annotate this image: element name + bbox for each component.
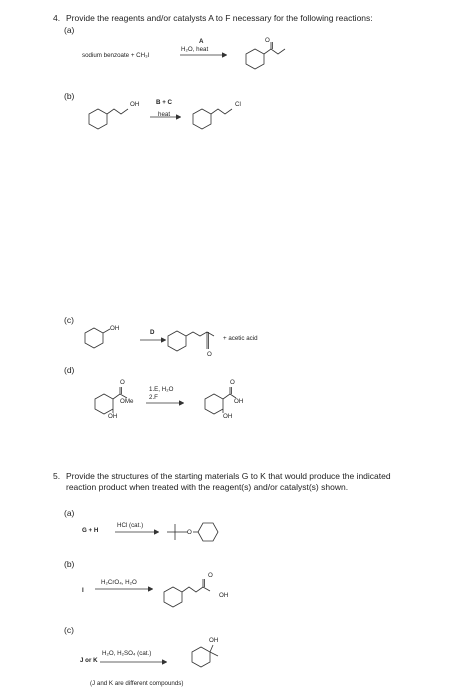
q4a-carbonyl-o: O	[265, 37, 270, 44]
q5b-label: (b)	[64, 559, 75, 569]
q4d-product-oh1: OH	[234, 398, 244, 405]
q4b-benzene-ring	[89, 109, 107, 129]
q4b-reagents: B + C	[156, 99, 172, 106]
q4-prompt: Provide the reagents and/or catalysts A to F necessary for the following reactions:	[66, 13, 373, 23]
q5c-conditions: H₂O, H₂SO₄ (cat.)	[102, 650, 152, 657]
q4d-product-oh2: OH	[223, 413, 233, 420]
q4c-ester-chain	[186, 332, 214, 336]
q4b-product-cl: Cl	[235, 101, 241, 108]
q5c-cyclohexane-ring	[192, 647, 210, 667]
q5a-phenyl-ring	[198, 523, 218, 541]
q4b-heat: heat	[158, 111, 171, 118]
q4d-label: (d)	[64, 365, 75, 375]
q5b-carbonyl-o: O	[208, 572, 213, 579]
q5b-product-oh: OH	[219, 592, 229, 599]
q4d-product-ring	[205, 394, 223, 414]
q4c-oh-label: OH	[110, 325, 120, 332]
q5c-product-oh: OH	[209, 637, 219, 644]
q5c-note: (J and K are different compounds)	[90, 680, 184, 687]
q5a-catalyst: HCl (cat.)	[117, 522, 144, 529]
q4a-conditions: H₂O, heat	[181, 46, 209, 53]
q5b-reactant-I: I	[82, 587, 84, 594]
q5a-ether-o: O	[187, 529, 192, 536]
q4d-reactant-ome: OMe	[120, 398, 134, 405]
q4d-conditions-1: 1.E, H₂O	[149, 386, 174, 393]
q4c-reagent-D: D	[150, 329, 155, 336]
q4c-benzene-ring	[85, 328, 103, 348]
q4-number: 4.	[53, 13, 61, 23]
q4a-reactants: sodium benzoate + CH₃I	[82, 52, 150, 59]
q4b-product-chain	[211, 109, 232, 114]
q4d-benzene-ring	[95, 394, 113, 414]
q5c-label: (c)	[64, 625, 74, 635]
q5-prompt-line1: Provide the structures of the starting materials G to K that would produce the indicated	[66, 471, 391, 481]
q4d-reactant-oh: OH	[108, 413, 118, 420]
q5b-reagent: H₂CrO₄, H₂O	[101, 579, 137, 586]
q4b-label: (b)	[64, 91, 75, 101]
q4a-benzene-ring	[246, 49, 264, 69]
q5a-label: (a)	[64, 508, 75, 518]
q4d-conditions-2: 2.F	[149, 394, 158, 401]
q5a-reactants: G + H	[82, 527, 99, 534]
q4c-carbonyl-o: O	[207, 351, 212, 358]
q4c-label: (c)	[64, 315, 74, 325]
q4a-ester-chain	[264, 49, 285, 54]
q5-number: 5.	[53, 471, 61, 481]
q4b-chain	[107, 109, 128, 114]
q4a-label: (a)	[64, 25, 75, 35]
q4a-reagent-A: A	[199, 38, 204, 45]
q4c-byproduct: + acetic acid	[223, 335, 258, 342]
q4d-reactant-o: O	[120, 379, 125, 386]
q4b-oh-label: OH	[130, 101, 140, 108]
q4c-product-ring	[168, 331, 186, 351]
q5c-reactants: J or K	[80, 657, 98, 664]
q5-prompt-line2: reaction product when treated with the reagent(s) and/or catalyst(s) shown.	[66, 482, 349, 492]
q5b-benzene-ring	[164, 587, 182, 607]
q4d-product-o: O	[230, 379, 235, 386]
q4b-product-ring	[193, 109, 211, 129]
